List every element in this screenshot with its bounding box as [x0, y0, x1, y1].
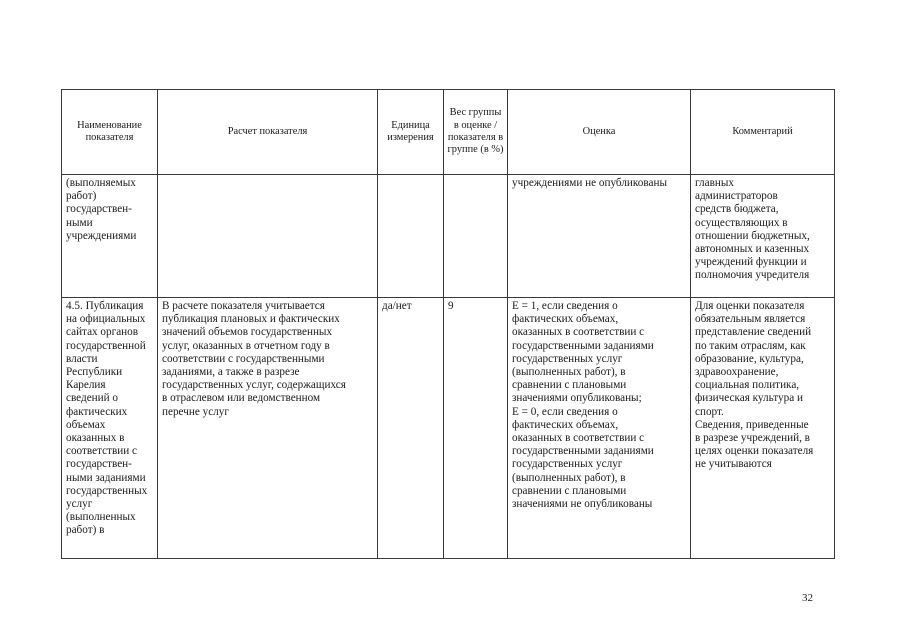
- cell-indicator-name: 4.5. Публикация на официальных сайтах органов государственной власти Республики Карелия сведений о фактических объемах оказанных в соответствии с государствен- ными заданиями государственных услуг (выполненных работ) в: [62, 298, 158, 559]
- cell-weight: 9: [444, 298, 508, 559]
- cell-calculation: [158, 175, 378, 298]
- cell-evaluation: E = 1, если сведения о фактических объемах, оказанных в соответствии с государственными заданиями государственных услуг (выполненных работ), в сравнении с плановыми значениями опубликованы; E = 0, если сведения о фактических объемах, оказанных в соответствии с государственными заданиями государственных услуг (выполненных работ), в сравнении с плановыми значениями не опубликованы: [508, 298, 691, 559]
- indicator-table: [61, 89, 835, 559]
- header-indicator-name: Наименование показателя: [62, 90, 158, 175]
- cell-calculation: В расчете показателя учитывается публикация плановых и фактических значений объемов государственных услуг, оказанных в отчетном году в соответствии с государственными заданиями, а также в разрезе государственных услуг, содержащихся в отраслевом или ведомственном перечне услуг: [158, 298, 378, 559]
- cell-indicator-name: (выполняемых работ) государствен- ными учреждениями: [62, 175, 158, 298]
- cell-weight: [444, 175, 508, 298]
- header-weight: Вес группы в оценке / показателя в группе (в %): [444, 90, 508, 175]
- table-row: [62, 175, 835, 298]
- cell-unit: да/нет: [378, 298, 444, 559]
- header-evaluation: Оценка: [508, 90, 691, 175]
- table-header-row: [62, 90, 835, 175]
- header-unit: Единица измерения: [378, 90, 444, 175]
- cell-unit: [378, 175, 444, 298]
- header-comment: Комментарий: [691, 90, 835, 175]
- page-number: 32: [802, 592, 813, 604]
- cell-comment: главных администраторов средств бюджета, осуществляющих в отношении бюджетных, автономных и казенных учреждений функции и полномочия учредителя: [691, 175, 835, 298]
- cell-evaluation: учреждениями не опубликованы: [508, 175, 691, 298]
- header-calculation: Расчет показателя: [158, 90, 378, 175]
- cell-comment: Для оценки показателя обязательным является представление сведений по таким отраслям, как образование, культура, здравоохранение, социальная политика, физическая культура и спорт. Сведения, приведенные в разрезе учреждений, в целях оценки показателя не учитываются: [691, 298, 835, 559]
- table-row: [62, 298, 835, 559]
